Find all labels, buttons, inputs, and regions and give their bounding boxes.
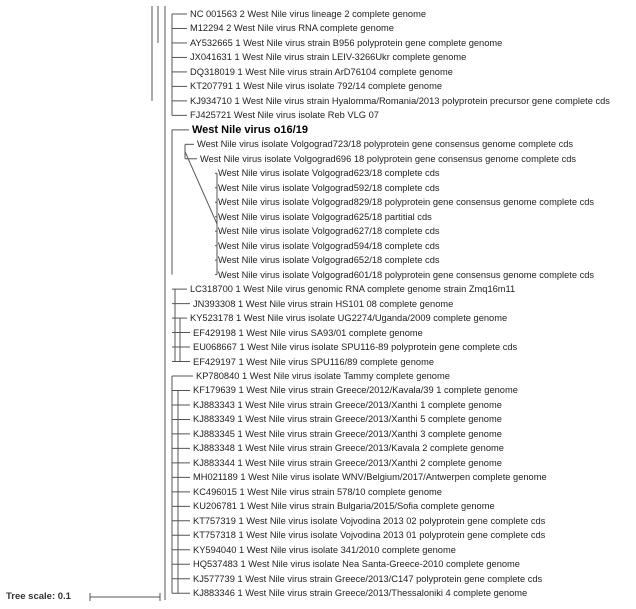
leaf-label: AY532665 1 West Nile virus strain B956 polyprotein gene complete genome: [190, 37, 503, 48]
leaf-label: JX041631 1 West Nile virus strain LEIV-3266Ukr complete genome: [190, 52, 467, 63]
leaf-label: West Nile virus isolate Volgograd696 18 polyprotein gene consensus genome complete cds: [200, 153, 577, 164]
leaf-label: KJ883344 1 West Nile virus strain Greece/2013/Xanthi 2 complete genome: [193, 457, 502, 468]
leaf-label: West Nile virus o16/19: [192, 123, 308, 136]
leaf-label: West Nile virus isolate Volgograd652/18 complete cds: [218, 255, 440, 266]
leaf-label: HQ537483 1 West Nile virus isolate Nea Santa-Greece-2010 complete genome: [193, 559, 520, 570]
leaf-label: NC 001563 2 West Nile virus lineage 2 complete genome: [190, 9, 426, 19]
leaf-label: KJ883345 1 West Nile virus strain Greece/2013/Xanthi 3 complete genome: [193, 428, 502, 439]
leaf-label: M12294 2 West Nile virus RNA complete genome: [190, 23, 394, 34]
leaf-label: West Nile virus isolate Volgograd623/18 complete cds: [218, 168, 440, 179]
leaf-label: West Nile virus isolate Volgograd829/18 polyprotein gene consensus genome complete cds: [218, 197, 595, 208]
leaf-label: JN393308 1 West Nile virus strain HS101 08 complete genome: [193, 298, 454, 309]
leaf-label: EU068667 1 West Nile virus isolate SPU116-89 polyprotein gene complete cds: [193, 342, 518, 353]
leaf-label: West Nile virus isolate Volgograd723/18 polyprotein gene consensus genome complete cds: [197, 139, 574, 150]
leaf-label: KC496015 1 West Nile virus strain 578/10 complete genome: [193, 486, 442, 497]
leaf-label: KJ883343 1 West Nile virus strain Greece/2013/Xanthi 1 complete genome: [193, 399, 502, 410]
leaf-label: KT757318 1 West Nile virus isolate Vojvodina 2013 01 polyprotein gene complete cds: [193, 530, 546, 541]
leaf-label: West Nile virus isolate Volgograd601/18 polyprotein gene consensus genome complete cds: [218, 269, 595, 280]
leaf-label: West Nile virus isolate Volgograd594/18 complete cds: [218, 240, 440, 251]
tree-scale-label: Tree scale: 0.1: [6, 591, 71, 602]
leaf-label: KJ883348 1 West Nile virus strain Greece/2013/Kavala 2 complete genome: [193, 443, 504, 454]
leaf-label: West Nile virus isolate Volgograd627/18 complete cds: [218, 226, 440, 237]
leaf-label: KT757319 1 West Nile virus isolate Vojvodina 2013 02 polyprotein gene complete cds: [193, 515, 546, 526]
leaf-label: DQ318019 1 West Nile virus strain ArD76104 complete genome: [190, 66, 453, 77]
leaf-label: KY523178 1 West Nile virus isolate UG2274/Uganda/2009 complete genome: [190, 313, 508, 324]
leaf-label: KT207791 1 West Nile virus isolate 792/14 complete genome: [190, 81, 443, 92]
leaf-label: KP780840 1 West Nile virus isolate Tammy complete genome: [196, 371, 450, 381]
leaf-label: KF179639 1 West Nile virus strain Greece/2012/Kavala/39 1 complete genome: [193, 385, 518, 396]
leaf-label: KJ934710 1 West Nile virus strain Hyalomma/Romania/2013 polyprotein precursor gene complete cds: [190, 95, 610, 106]
leaf-label: LC318700 1 West Nile virus genomic RNA complete genome strain Zmq16m11: [190, 284, 516, 295]
leaf-label: KU206781 1 West Nile virus strain Bulgaria/2015/Sofia complete genome: [193, 501, 495, 512]
leaf-label: FJ425721 West Nile virus isolate Reb VLG 07: [190, 110, 379, 121]
leaf-label: West Nile virus isolate Volgograd625/18 partitial cds: [218, 211, 432, 222]
leaf-label: West Nile virus isolate Volgograd592/18 complete cds: [218, 182, 440, 193]
leaf-label: KJ577739 1 West Nile virus strain Greece/2013/C147 polyprotein gene complete cds: [193, 573, 543, 584]
leaf-label: EF429197 1 West Nile virus SPU116/89 complete genome: [193, 356, 434, 367]
leaf-label: MH021189 1 West Nile virus isolate WNV/Belgium/2017/Antwerpen complete genome: [193, 472, 547, 483]
leaf-label: EF429198 1 West Nile virus SA93/01 complete genome: [193, 327, 423, 338]
leaf-label: KJ883346 1 West Nile virus strain Greece/2013/Thessaloniki 4 complete genome: [193, 588, 528, 599]
leaf-label: KJ883349 1 West Nile virus strain Greece/2013/Xanthi 5 complete genome: [193, 414, 502, 425]
leaf-label: KY594040 1 West Nile virus isolate 341/2010 complete genome: [193, 544, 456, 555]
